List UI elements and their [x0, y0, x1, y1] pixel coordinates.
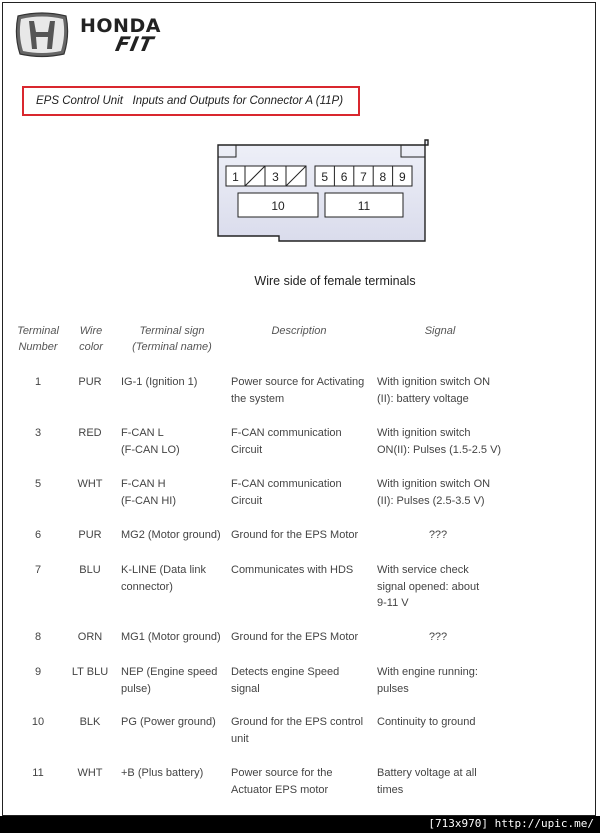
terminal-number [18, 527, 58, 544]
wire-color-line-1: RED [78, 427, 102, 439]
wire-color [68, 476, 112, 493]
terminal-signal-line-1: With ignition switch ON [377, 376, 491, 388]
pin-6-label: 6 [340, 170, 348, 184]
pin-1-label: 1 [232, 170, 239, 184]
terminal-number-line-1: 6 [34, 529, 42, 541]
terminal-number [18, 476, 58, 493]
terminal-number-line-1: 5 [34, 478, 42, 490]
terminal-signal-line-2: ON(II): Pulses (1.5-2.5 V) [377, 443, 502, 456]
terminal-number [18, 714, 58, 731]
pin-11-label: 11 [357, 199, 371, 213]
terminal-description-line-2: Actuator EPS motor [231, 783, 329, 796]
terminal-number [18, 562, 58, 579]
wire-color-line-1: PUR [78, 529, 102, 541]
terminal-signal [377, 714, 509, 731]
terminal-sign-line-2: (F-CAN HI) [121, 494, 176, 507]
header-terminal-number [10, 323, 66, 355]
terminal-number [18, 664, 58, 681]
terminal-signal-line-1: With engine running: [377, 666, 478, 678]
terminal-signal-line-1: Continuity to ground [377, 716, 476, 728]
terminal-signal-line-2: signal opened: about [377, 580, 480, 593]
header-terminal-sign-line1: Terminal sign [139, 325, 205, 337]
header-description: Description [271, 325, 327, 337]
wire-color [68, 714, 112, 731]
terminal-number-line-1: 7 [34, 564, 42, 576]
terminal-description-line-1: Power source for Activating [231, 376, 365, 388]
terminal-signal-line-2: pulses [377, 682, 409, 695]
terminal-signal-line-1: With ignition switch ON [377, 478, 491, 490]
terminal-signal-line-2: (II): Pulses (2.5-3.5 V) [377, 494, 485, 507]
terminal-signal [377, 629, 499, 646]
wire-color-line-1: WHT [77, 767, 103, 779]
terminal-sign-line-1: PG (Power ground) [121, 716, 216, 728]
terminal-sign [121, 476, 225, 509]
terminal-description-line-1: Communicates with HDS [231, 564, 354, 576]
wire-color [68, 629, 112, 646]
terminal-description [231, 629, 371, 646]
footer-dimensions: [713x970] [428, 817, 489, 830]
terminal-signal-line-1: ??? [428, 529, 448, 541]
terminal-sign [121, 562, 225, 595]
wire-color [68, 374, 112, 391]
honda-logo-icon [14, 12, 70, 58]
wire-color [68, 562, 112, 579]
header-terminal-number-line1: Terminal [17, 325, 59, 337]
terminal-description-line-1: Detects engine Speed [231, 666, 340, 678]
pin-3-label: 3 [272, 170, 279, 184]
wire-color [68, 765, 112, 782]
terminal-number [18, 765, 58, 782]
wire-color-line-1: BLU [79, 564, 101, 576]
terminal-sign-line-2: pulse) [121, 682, 151, 695]
terminal-description [231, 374, 371, 407]
terminal-sign-line-1: F-CAN H [121, 478, 166, 490]
terminal-description-line-1: F-CAN communication [231, 478, 342, 490]
terminal-signal [377, 527, 499, 544]
terminal-sign [121, 425, 225, 458]
terminal-number-line-1: 11 [32, 767, 44, 779]
terminal-number-line-1: 8 [34, 631, 42, 643]
terminal-description-line-2: the system [231, 392, 285, 405]
wire-color-line-1: BLK [79, 716, 101, 728]
terminal-number-line-1: 10 [31, 716, 45, 728]
terminal-sign [121, 765, 225, 782]
terminal-description-line-1: Ground for the EPS Motor [231, 529, 359, 541]
pin-5-label: 5 [321, 170, 329, 184]
terminal-description-line-1: Ground for the EPS Motor [231, 631, 359, 643]
header-terminal-sign-line2: (Terminal name) [132, 341, 212, 353]
terminal-number-line-1: 3 [34, 427, 42, 439]
terminal-description-line-1: F-CAN communication [231, 427, 342, 439]
connector-diagram [215, 136, 435, 246]
terminal-signal [377, 374, 509, 407]
terminal-description-line-1: Ground for the EPS control [231, 716, 364, 728]
terminal-signal [377, 562, 509, 612]
pin-8-label: 8 [379, 170, 387, 184]
wire-color [68, 527, 112, 544]
terminal-signal-line-2: times [377, 783, 404, 796]
terminal-sign-line-1: NEP (Engine speed [121, 666, 218, 678]
footer-url: http://upic.me/ [494, 817, 594, 830]
terminal-sign-line-1: MG1 (Motor ground) [121, 631, 221, 643]
terminal-description [231, 476, 371, 509]
header-wire-color [68, 323, 114, 355]
header-terminal-sign [120, 323, 224, 355]
terminal-number-line-1: 9 [34, 666, 42, 678]
terminal-sign-line-1: MG2 (Motor ground) [121, 529, 221, 541]
terminal-sign [121, 664, 225, 697]
footer-text [428, 817, 594, 830]
brand-make: HONDA [80, 15, 161, 37]
terminal-signal-line-2: (II): battery voltage [377, 392, 469, 405]
terminal-signal-line-3: 9-11 V [377, 597, 409, 609]
wire-color [68, 425, 112, 442]
terminal-sign [121, 374, 225, 391]
wire-color [68, 664, 112, 681]
terminal-sign [121, 714, 225, 731]
connector-caption: Wire side of female terminals [254, 274, 416, 288]
terminal-signal-line-1: ??? [428, 631, 448, 643]
terminal-sign-line-1: F-CAN L [121, 427, 164, 439]
terminal-sign-line-2: connector) [121, 580, 173, 593]
terminal-number-line-1: 1 [34, 376, 42, 388]
pin-7-label: 7 [360, 170, 367, 184]
wire-color-line-1: ORN [77, 631, 103, 643]
header-wire-color-line1: Wire [79, 325, 103, 337]
terminal-signal-line-1: With ignition switch [377, 427, 471, 439]
brand-model: FIT [113, 32, 157, 56]
terminal-description-line-2: Circuit [231, 494, 263, 507]
wire-color-line-1: LT BLU [71, 666, 109, 678]
terminal-signal [377, 425, 509, 458]
header-signal: Signal [424, 325, 456, 337]
terminal-signal [377, 476, 509, 509]
terminal-description [231, 714, 371, 747]
terminal-sign-line-1: K-LINE (Data link [121, 564, 206, 576]
terminal-signal-line-1: With service check [377, 564, 469, 576]
terminal-description [231, 425, 371, 458]
terminal-description-line-2: signal [231, 682, 260, 695]
terminal-sign [121, 527, 225, 544]
pin-10-label: 10 [271, 199, 285, 213]
footer-bar [0, 816, 600, 833]
terminal-description-line-1: Power source for the [231, 767, 333, 779]
terminal-number [18, 629, 58, 646]
terminal-sign-line-1: IG-1 (Ignition 1) [121, 376, 198, 388]
terminal-description [231, 527, 371, 544]
terminal-signal-line-1: Battery voltage at all [377, 767, 477, 779]
header-wire-color-line2: color [79, 341, 103, 353]
pin-9-label: 9 [398, 170, 406, 184]
terminal-sign-line-1: +B (Plus battery) [121, 767, 204, 779]
terminal-sign [121, 629, 225, 646]
terminal-number [18, 425, 58, 442]
terminal-description-line-2: Circuit [231, 443, 263, 456]
page-title: EPS Control Unit Inputs and Outputs for Connector A (11P) [22, 86, 360, 116]
wire-color-line-1: WHT [77, 478, 103, 490]
terminal-sign-line-2: (F-CAN LO) [121, 443, 180, 456]
terminal-signal [377, 664, 509, 697]
terminal-description [231, 562, 371, 579]
header-terminal-number-line2: Number [18, 341, 58, 353]
wire-color-line-1: PUR [78, 376, 102, 388]
terminal-description [231, 664, 371, 697]
terminal-number [18, 374, 58, 391]
terminal-description-line-2: unit [231, 732, 249, 745]
terminal-description [231, 765, 371, 798]
terminal-signal [377, 765, 509, 798]
